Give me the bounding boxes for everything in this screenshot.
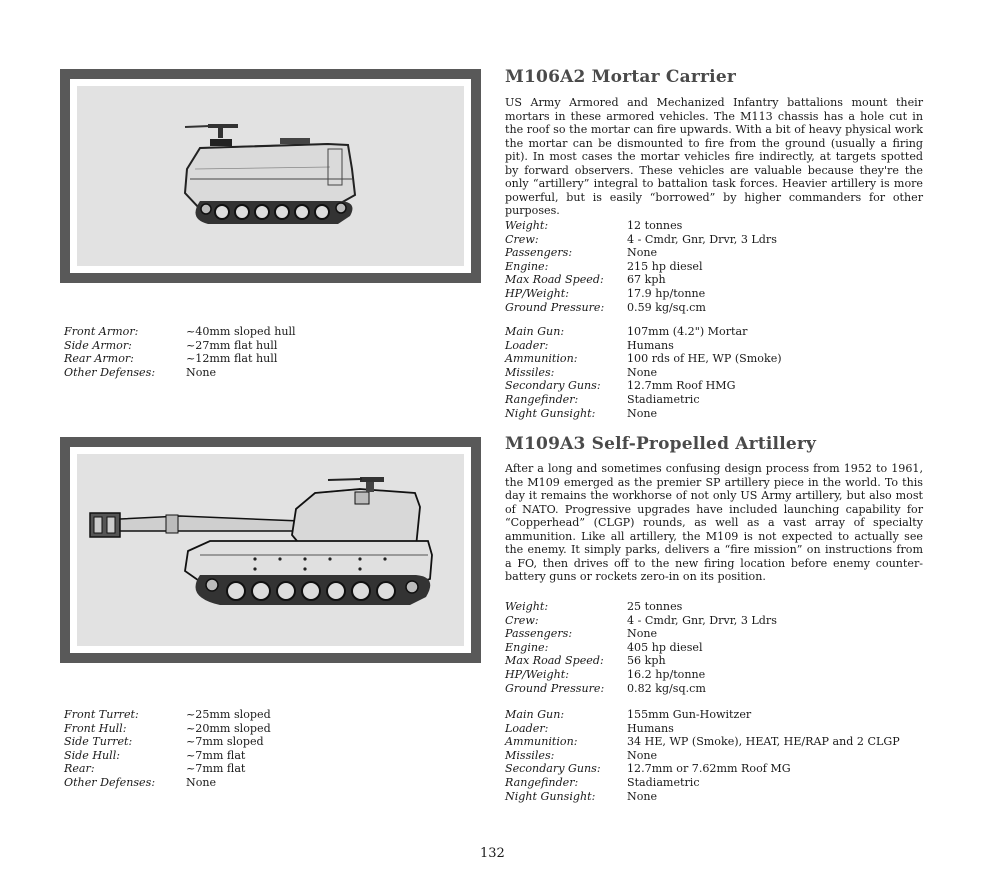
armor-label: Side Hull: — [64, 748, 120, 762]
spec-label: Ground Pressure: — [505, 681, 605, 695]
weapon-label: Loader: — [505, 338, 549, 352]
weapon-label: Ammunition: — [505, 735, 578, 749]
m109-vehicle-drawing — [60, 437, 481, 663]
weapon-row-ammunition — [505, 352, 782, 366]
armor-value: ~25mm sloped — [186, 708, 271, 721]
weapon-value: Stadiametric — [627, 775, 700, 789]
weapon-value: Stadiametric — [627, 392, 700, 406]
armor-value: ~27mm flat hull — [186, 338, 278, 352]
weapon-label: Missiles: — [505, 365, 555, 379]
armor-label: Front Armor: — [64, 325, 139, 338]
spec-value: 17.9 hp/tonne — [627, 286, 706, 300]
weapon-value: 107mm (4.2") Mortar — [627, 325, 748, 338]
weapon-row-rangefinder — [505, 776, 900, 790]
spec-value: 215 hp diesel — [627, 259, 703, 273]
weapon-row-missiles — [505, 749, 900, 763]
m106-weapons-table — [505, 325, 782, 420]
spec-value: 0.82 kg/sq.cm — [627, 681, 706, 695]
spec-value: 56 kph — [627, 654, 666, 668]
m109-title: M109A3 Self-Propelled Artillery — [505, 434, 817, 454]
armor-label: Rear: — [64, 762, 95, 776]
m106-title: M106A2 Mortar Carrier — [505, 67, 736, 87]
weapon-value: None — [627, 789, 658, 803]
armor-label: Rear Armor: — [64, 352, 134, 366]
armor-row-rear — [64, 352, 296, 366]
armor-value: None — [186, 365, 217, 379]
armor-row-front-hull — [64, 722, 271, 736]
spec-value: 12 tonnes — [627, 219, 683, 232]
weapon-row-secondary-guns — [505, 762, 900, 776]
spec-value: 4 - Cmdr, Gnr, Drvr, 3 Ldrs — [627, 613, 777, 627]
page-number: 132 — [480, 846, 505, 861]
spec-row-hp-weight — [505, 668, 777, 682]
weapon-row-rangefinder — [505, 393, 782, 407]
armor-value: None — [186, 775, 217, 789]
spec-label: Max Road Speed: — [505, 273, 604, 287]
armor-row-front — [64, 325, 296, 339]
m109-description: After a long and sometimes confusing design process from 1952 to 1961, the M109 emerged as the premier SP artillery piece in the world. To this day it remains the workhorse of not only US Army artillery, but also most of NATO. Progressive upgrades have included launching capability for “Copperhead” (CLGP) rounds, as well as a vast array of specialty ammunition. Like all artillery, the M109 is not expected to actually see the enemy. It simply parks, delivers a “fire mission” on instructions from a FO, then drives off to the new firing location before enemy counter-battery guns or rockets zero-in on its position. — [505, 462, 923, 583]
m109-armor-table — [64, 708, 271, 790]
spec-value: 67 kph — [627, 273, 666, 287]
m109-weapons-table — [505, 708, 900, 803]
armor-label: Other Defenses: — [64, 365, 156, 379]
spec-label: Crew: — [505, 232, 539, 246]
spec-row-ground-pressure — [505, 682, 777, 696]
weapon-row-night-gunsight — [505, 407, 782, 421]
weapon-row-ammunition — [505, 735, 900, 749]
armor-value: ~7mm flat — [186, 762, 246, 776]
spec-row-passengers — [505, 627, 777, 641]
armor-value: ~12mm flat hull — [186, 352, 278, 366]
weapon-label: Ammunition: — [505, 352, 578, 366]
spec-label: Passengers: — [505, 246, 573, 260]
m106-description: US Army Armored and Mechanized Infantry battalions mount their mortars in these armored vehicles. The M113 chassis has a hole cut in the roof so the mortar can fire upwards. With a bit of heavy physical work the mortar can be dismounted to fire from the ground (usually a firing pit). In most cases the mortar vehicles fire indirectly, at targets spotted by forward observers. These vehicles are valuable because they're the only “artillery” integral to battalion task forces. Heavier artillery is more powerful, but is easily “borrowed” by higher commanders for other purposes. — [505, 96, 923, 217]
weapon-label: Rangefinder: — [505, 775, 579, 789]
armor-value: ~7mm flat — [186, 748, 246, 762]
armor-label: Front Turret: — [64, 708, 139, 721]
spec-value: 4 - Cmdr, Gnr, Drvr, 3 Ldrs — [627, 232, 777, 246]
spec-row-crew — [505, 233, 777, 247]
armor-value: ~20mm sloped — [186, 721, 271, 735]
weapon-label: Secondary Guns: — [505, 379, 601, 393]
m106-illustration-frame — [60, 69, 481, 283]
weapon-value: None — [627, 365, 658, 379]
armor-value: ~7mm sloped — [186, 735, 264, 749]
spec-row-ground-pressure — [505, 301, 777, 315]
weapon-label: Secondary Guns: — [505, 762, 601, 776]
weapon-row-night-gunsight — [505, 790, 900, 804]
spec-value: None — [627, 246, 658, 260]
armor-row-other-defenses — [64, 366, 296, 380]
weapon-row-secondary-guns — [505, 379, 782, 393]
weapon-value: Humans — [627, 338, 674, 352]
spec-label: Weight: — [505, 600, 549, 613]
weapon-value: 155mm Gun-Howitzer — [627, 708, 752, 721]
armor-row-side-turret — [64, 735, 271, 749]
spec-value: None — [627, 627, 658, 641]
spec-label: Passengers: — [505, 627, 573, 641]
spec-label: HP/Weight: — [505, 667, 569, 681]
spec-row-engine — [505, 260, 777, 274]
spec-label: Crew: — [505, 613, 539, 627]
m106-armor-table — [64, 325, 296, 379]
armor-row-rear — [64, 762, 271, 776]
spec-value: 0.59 kg/sq.cm — [627, 300, 706, 314]
armor-label: Side Turret: — [64, 735, 133, 749]
spec-value: 25 tonnes — [627, 600, 683, 613]
weapon-value: 12.7mm Roof HMG — [627, 379, 736, 393]
spec-label: Max Road Speed: — [505, 654, 604, 668]
weapon-label: Main Gun: — [505, 325, 565, 338]
weapon-row-loader — [505, 339, 782, 353]
spec-row-crew — [505, 614, 777, 628]
weapon-value: 100 rds of HE, WP (Smoke) — [627, 352, 782, 366]
m109-illustration-frame — [60, 437, 481, 663]
weapon-value: None — [627, 748, 658, 762]
weapon-label: Night Gunsight: — [505, 789, 596, 803]
m106-spec-table — [505, 219, 777, 314]
spec-label: Weight: — [505, 219, 549, 232]
armor-row-other-defenses — [64, 776, 271, 790]
armor-label: Other Defenses: — [64, 775, 156, 789]
armor-label: Side Armor: — [64, 338, 132, 352]
armor-value: ~40mm sloped hull — [186, 325, 296, 338]
spec-row-weight — [505, 219, 777, 233]
armor-row-side-hull — [64, 749, 271, 763]
spec-row-max-road-speed — [505, 654, 777, 668]
spec-value: 16.2 hp/tonne — [627, 667, 706, 681]
weapon-row-missiles — [505, 366, 782, 380]
weapon-row-main-gun — [505, 325, 782, 339]
spec-row-weight — [505, 600, 777, 614]
spec-row-hp-weight — [505, 287, 777, 301]
weapon-row-loader — [505, 722, 900, 736]
weapon-label: Rangefinder: — [505, 392, 579, 406]
armor-row-side — [64, 339, 296, 353]
spec-row-engine — [505, 641, 777, 655]
spec-row-passengers — [505, 246, 777, 260]
spec-value: 405 hp diesel — [627, 640, 703, 654]
weapon-label: Missiles: — [505, 748, 555, 762]
spec-label: Ground Pressure: — [505, 300, 605, 314]
spec-label: Engine: — [505, 640, 549, 654]
spec-row-max-road-speed — [505, 273, 777, 287]
weapon-label: Main Gun: — [505, 708, 565, 721]
weapon-value: 34 HE, WP (Smoke), HEAT, HE/RAP and 2 CLGP — [627, 735, 900, 749]
armor-row-front-turret — [64, 708, 271, 722]
m106-vehicle-drawing — [60, 69, 481, 283]
armor-label: Front Hull: — [64, 721, 127, 735]
m109-spec-table — [505, 600, 777, 695]
weapon-value: None — [627, 406, 658, 420]
weapon-label: Loader: — [505, 721, 549, 735]
weapon-label: Night Gunsight: — [505, 406, 596, 420]
weapon-value: 12.7mm or 7.62mm Roof MG — [627, 762, 791, 776]
spec-label: Engine: — [505, 259, 549, 273]
weapon-row-main-gun — [505, 708, 900, 722]
spec-label: HP/Weight: — [505, 286, 569, 300]
weapon-value: Humans — [627, 721, 674, 735]
